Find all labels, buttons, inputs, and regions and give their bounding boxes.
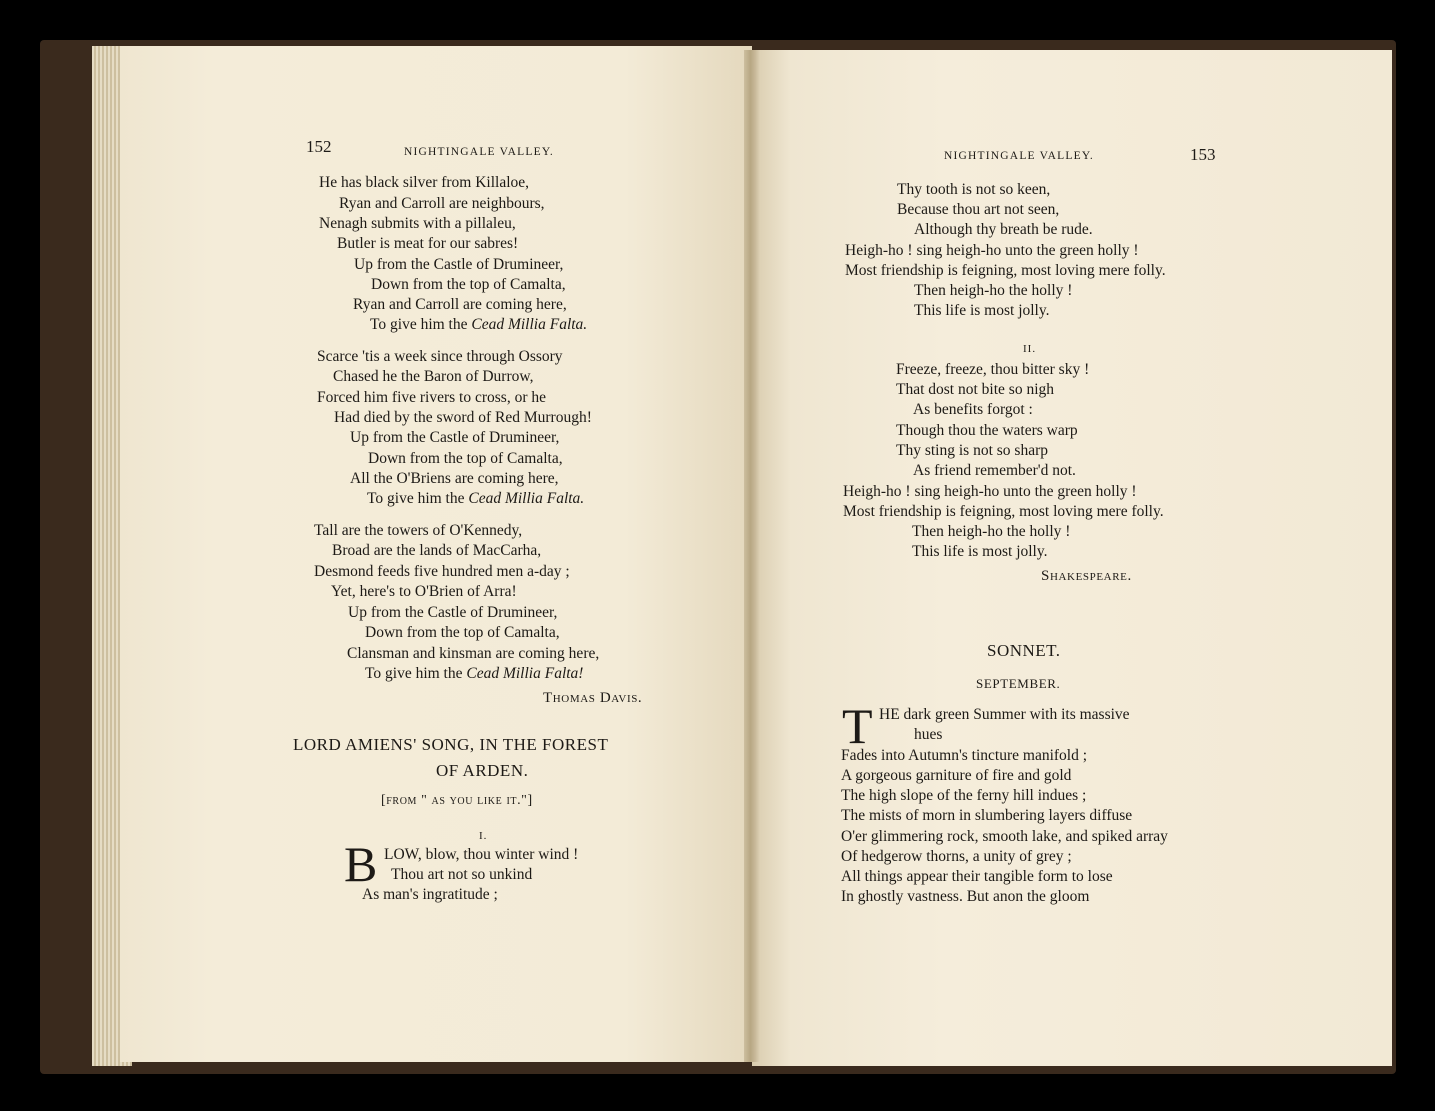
poem-line: Broad are the lands of MacCarha, bbox=[332, 542, 542, 559]
drop-cap-t: T bbox=[842, 698, 873, 754]
poem-line: Thy sting is not so sharp bbox=[896, 442, 1048, 459]
poem-line: Forced him five rivers to cross, or he bbox=[317, 389, 546, 406]
sonnet-title: SONNET. bbox=[987, 641, 1061, 660]
poem-line: Up from the Castle of Drumineer, bbox=[348, 604, 558, 621]
poem-line: Yet, here's to O'Brien of Arra! bbox=[331, 583, 517, 600]
poem-line: Heigh-ho ! sing heigh-ho unto the green holly ! bbox=[845, 242, 1139, 259]
poem-line: Then heigh-ho the holly ! bbox=[912, 523, 1071, 540]
poem-line: As friend remember'd not. bbox=[913, 462, 1076, 479]
poem-line: Chased he the Baron of Durrow, bbox=[333, 368, 534, 385]
refrain-italic: Cead Millia Falta. bbox=[471, 316, 588, 333]
poem-line: Down from the top of Camalta, bbox=[365, 624, 560, 641]
poem-line: Nenagh submits with a pillaleu, bbox=[319, 215, 516, 232]
refrain-italic: Cead Millia Falta. bbox=[468, 490, 585, 507]
poem-line: Down from the top of Camalta, bbox=[371, 276, 566, 293]
song-line: LOW, blow, thou winter wind ! bbox=[384, 846, 579, 863]
book-gutter bbox=[744, 50, 760, 1062]
stanza-number-right: II. bbox=[1023, 343, 1037, 355]
sonnet-line: A gorgeous garniture of fire and gold bbox=[841, 767, 1072, 784]
running-head-right: NIGHTINGALE VALLEY. bbox=[944, 150, 1094, 162]
poem-line: Ryan and Carroll are neighbours, bbox=[339, 195, 545, 212]
poem-line: Freeze, freeze, thou bitter sky ! bbox=[896, 361, 1090, 378]
poem-line: Clansman and kinsman are coming here, bbox=[347, 645, 600, 662]
poem-line: To give him the Cead Millia Falta! bbox=[365, 665, 584, 682]
poem-line: Tall are the towers of O'Kennedy, bbox=[314, 522, 523, 539]
author-shakespeare: Shakespeare. bbox=[1041, 568, 1132, 584]
sonnet-line: Of hedgerow thorns, a unity of grey ; bbox=[841, 848, 1072, 865]
song-line: As man's ingratitude ; bbox=[362, 886, 498, 903]
poem-line: All the O'Briens are coming here, bbox=[350, 470, 559, 487]
poem-line: Ryan and Carroll are coming here, bbox=[353, 296, 567, 313]
sonnet-line: All things appear their tangible form to lose bbox=[841, 868, 1113, 885]
right-page bbox=[752, 50, 1392, 1066]
poem-line: Then heigh-ho the holly ! bbox=[914, 282, 1073, 299]
poem-line: This life is most jolly. bbox=[912, 543, 1048, 560]
poem-line: To give him the Cead Millia Falta. bbox=[367, 490, 585, 507]
poem-line: Up from the Castle of Drumineer, bbox=[354, 256, 564, 273]
poem-line: Thy tooth is not so keen, bbox=[897, 181, 1051, 198]
poem-line: Scarce 'tis a week since through Ossory bbox=[317, 348, 563, 365]
song-source: [from " as you like it."] bbox=[381, 793, 533, 808]
running-head-left: NIGHTINGALE VALLEY. bbox=[404, 146, 554, 158]
poem-line: Though thou the waters warp bbox=[896, 422, 1078, 439]
poem-line: Desmond feeds five hundred men a-day ; bbox=[314, 563, 570, 580]
page-number-right: 153 bbox=[1190, 145, 1216, 164]
sonnet-line: O'er glimmering rock, smooth lake, and spiked array bbox=[841, 828, 1168, 845]
sonnet-line: hues bbox=[914, 726, 943, 743]
sonnet-line: Fades into Autumn's tincture manifold ; bbox=[841, 747, 1088, 764]
song-title-line2: OF ARDEN. bbox=[436, 761, 529, 780]
drop-cap-b: B bbox=[344, 836, 378, 892]
poem-line: Had died by the sword of Red Murrough! bbox=[334, 409, 592, 426]
page-number-left: 152 bbox=[306, 137, 332, 156]
sonnet-subtitle: SEPTEMBER. bbox=[976, 676, 1061, 691]
poem-line: To give him the Cead Millia Falta. bbox=[370, 316, 588, 333]
poem-line: Heigh-ho ! sing heigh-ho unto the green holly ! bbox=[843, 483, 1137, 500]
sonnet-line: HE dark green Summer with its massive bbox=[879, 706, 1130, 723]
poem-line: Most friendship is feigning, most loving mere folly. bbox=[845, 262, 1166, 279]
sonnet-line: The high slope of the ferny hill indues ; bbox=[841, 787, 1087, 804]
poem-line: Butler is meat for our sabres! bbox=[337, 235, 519, 252]
sonnet-line: The mists of morn in slumbering layers diffuse bbox=[841, 807, 1133, 824]
refrain-italic: Cead Millia Falta! bbox=[466, 665, 584, 682]
poem-line: Down from the top of Camalta, bbox=[368, 450, 563, 467]
sonnet-line: In ghostly vastness. But anon the gloom bbox=[841, 888, 1090, 905]
poem-line: Because thou art not seen, bbox=[897, 201, 1060, 218]
poem-line: Most friendship is feigning, most loving mere folly. bbox=[843, 503, 1164, 520]
poem-line: As benefits forgot : bbox=[913, 401, 1033, 418]
poem-line: Up from the Castle of Drumineer, bbox=[350, 429, 560, 446]
author-davis: Thomas Davis. bbox=[543, 690, 643, 706]
stanza-number-left: I. bbox=[479, 830, 488, 842]
poem-line: Although thy breath be rude. bbox=[914, 221, 1093, 238]
song-title-line1: LORD AMIENS' SONG, IN THE FOREST bbox=[293, 735, 609, 754]
song-line: Thou art not so unkind bbox=[391, 866, 533, 883]
poem-line: He has black silver from Killaloe, bbox=[319, 174, 530, 191]
poem-line: This life is most jolly. bbox=[914, 302, 1050, 319]
poem-line: That dost not bite so nigh bbox=[896, 381, 1055, 398]
